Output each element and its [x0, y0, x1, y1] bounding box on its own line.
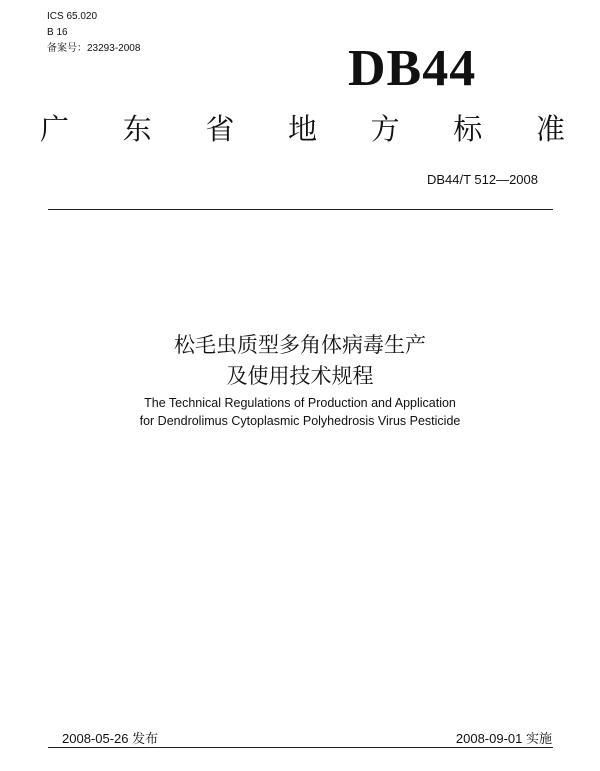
standard-name-char: 省	[205, 112, 235, 146]
standard-name	[40, 111, 565, 147]
standard-name-char: 东	[122, 112, 152, 146]
standard-number: DB44/T 512—2008	[426, 172, 538, 187]
footer-divider	[48, 747, 553, 748]
standard-name-char: 地	[287, 112, 317, 146]
standard-name-char: 准	[535, 112, 565, 146]
standard-name-char: 广	[40, 112, 70, 146]
implementation-date: 2008-09-01 实施	[455, 731, 552, 746]
header-divider	[48, 209, 553, 210]
title-english-line-2: for Dendrolimus Cytoplasmic Polyhedrosis Virus Pesticide	[139, 414, 461, 428]
classification-code: B 16	[47, 27, 68, 38]
title-english-line-1: The Technical Regulations of Production and Application	[144, 396, 456, 410]
standard-name-char: 方	[370, 112, 400, 146]
title-chinese-line-1: 松毛虫质型多角体病毒生产	[174, 333, 426, 357]
standard-name-char: 标	[453, 112, 483, 146]
filing-number: 备案号：23293-2008	[47, 43, 141, 54]
title-chinese-line-2: 及使用技术规程	[226, 364, 374, 388]
title-chinese	[0, 330, 600, 392]
db44-logo: DB44	[348, 40, 477, 97]
ics-code: ICS 65.020	[47, 11, 98, 22]
issue-date: 2008-05-26 发布	[62, 731, 159, 746]
title-english	[0, 394, 600, 430]
